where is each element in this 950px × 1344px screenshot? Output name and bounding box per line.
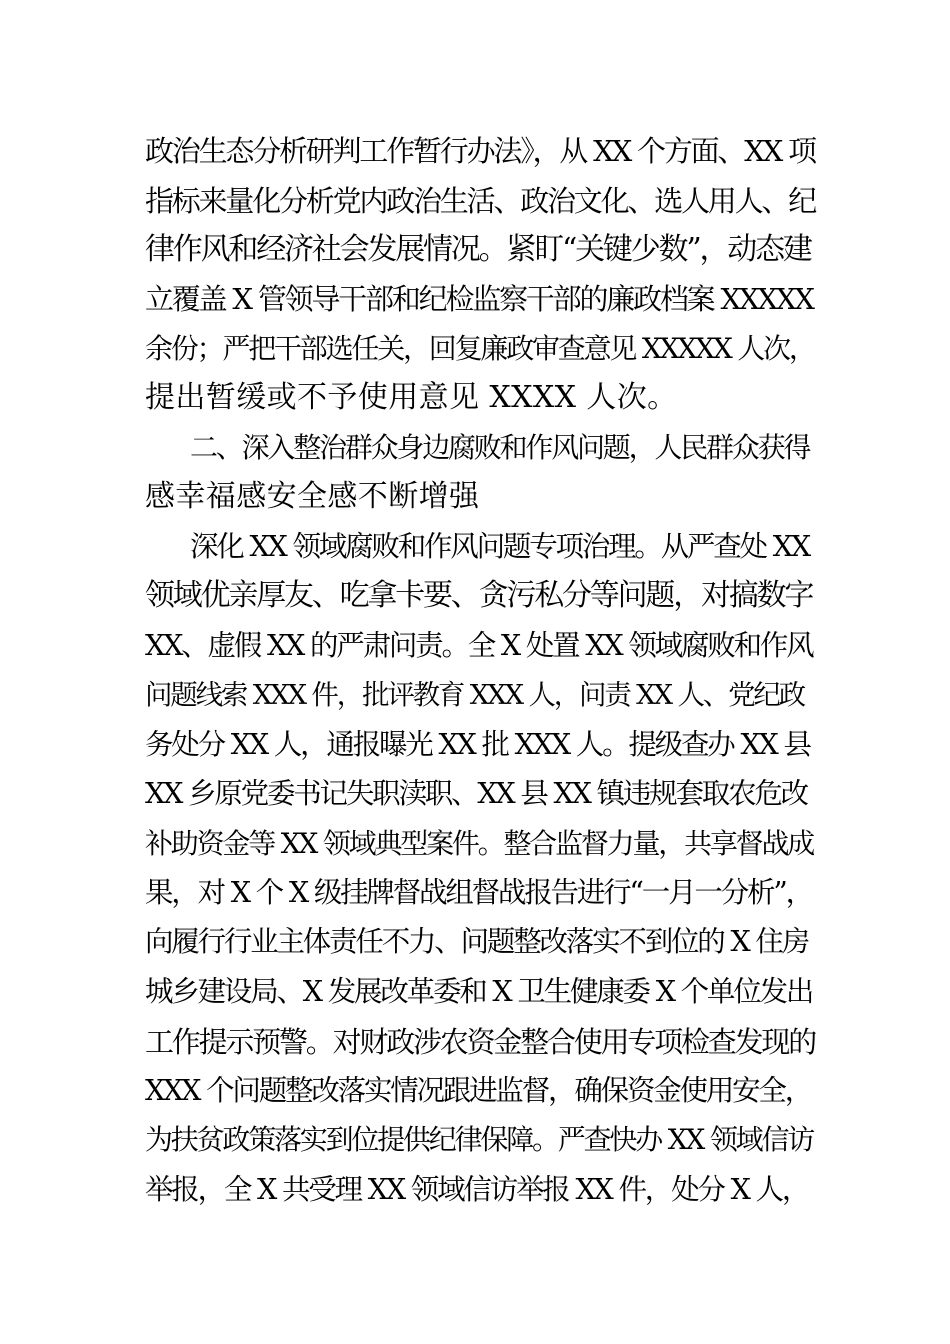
text-line: XX 乡原党委书记失职渎职、XX 县 XX 镇违规套取农危改 [145,777,807,810]
text-line: XXX 个问题整改落实情况跟进监督，确保资金使用安全， [145,1074,812,1107]
text-line: 果，对 X 个 X 级挂牌督战组督战报告进行“一月一分析”， [145,876,812,909]
text-line: 律作风和经济社会发展情况。紧盯“关键少数”，动态建 [145,232,811,267]
text-line: 指标来量化分析党内政治生活、政治文化、选人用人、纪 [145,184,816,218]
text-line: 政治生态分析研判工作暂行办法》，从 XX 个方面、XX 项 [145,134,815,168]
text-line: 余份；严把干部选任关，回复廉政审查意见 XXXXX 人次， [145,332,815,365]
section-heading: 二、深入整治群众身边腐败和作风问题，人民群众获得 [190,431,810,464]
text-line: 深化 XX 领域腐败和作风问题专项治理。从严查处 XX [190,530,809,563]
text-line: 务处分 XX 人，通报曝光 XX 批 XXX 人。提级查办 XX 县 [145,728,810,761]
text-line: 为扶贫政策落实到位提供纪律保障。严查快办 XX 领域信访 [145,1123,814,1156]
text-line: 立覆盖 X 管领导干部和纪检监察干部的廉政档案 XXXXX [145,282,813,316]
text-line: 举报，全 X 共受理 XX 领域信访举报 XX 件，处分 X 人， [145,1173,809,1206]
text-line: 问题线索 XXX 件，批评教育 XXX 人，问责 XX 人、党纪政 [145,679,804,711]
text-line: 城乡建设局、X 发展改革委和 X 卫生健康委 X 个单位发出 [145,975,813,1008]
text-line: 补助资金等 XX 领域典型案件。整合监督力量，共享督战成 [145,827,814,860]
text-line: 向履行行业主体责任不力、问题整改落实不到位的 X 住房 [145,925,809,958]
text-line: 提出暂缓或不予使用意见 XXXX 人次。 [145,380,678,415]
section-heading-continued: 感幸福感安全感不断增强 [145,479,480,514]
text-line: XX、虚假 XX 的严肃问责。全 X 处置 XX 领域腐败和作风 [145,629,813,662]
text-line: 领域优亲厚友、吃拿卡要、贪污私分等问题，对搞数字 [145,578,813,613]
text-line: 工作提示预警。对财政涉农资金整合使用专项检查发现的 [145,1025,816,1059]
